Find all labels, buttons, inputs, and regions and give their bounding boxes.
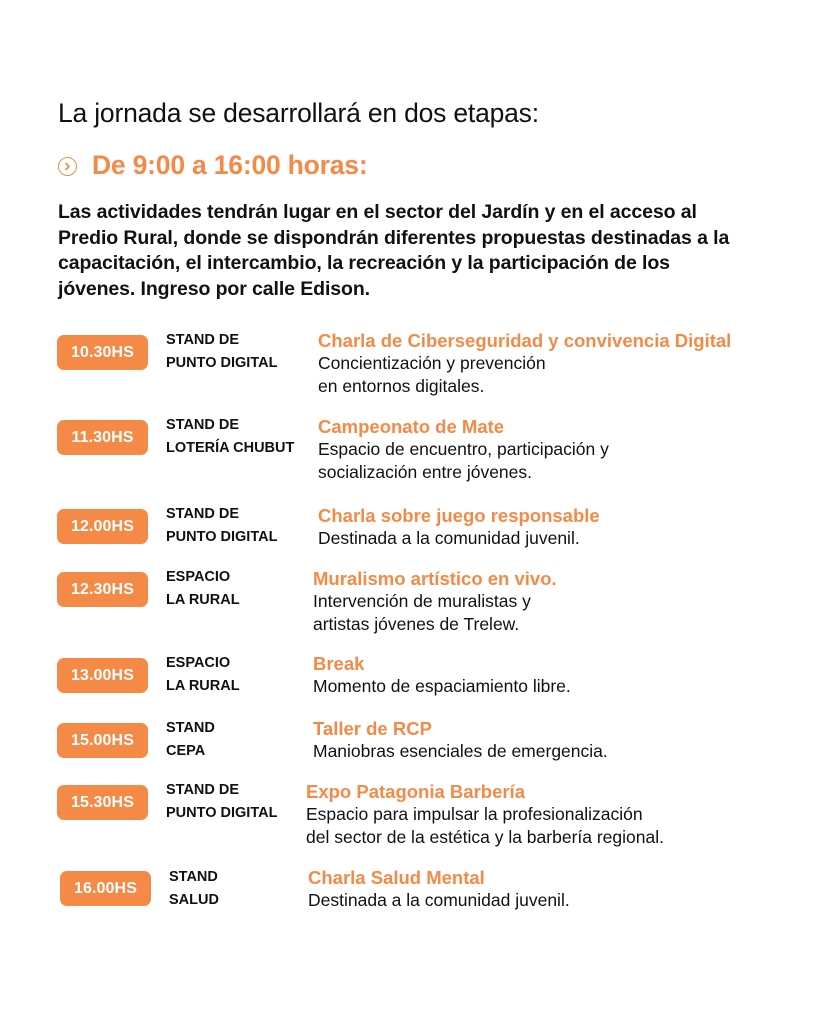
activity-title: Taller de RCP	[313, 718, 432, 739]
stand-line-1: STAND	[169, 869, 218, 885]
stand-line-1: STAND DE	[166, 506, 240, 522]
chevron-circle-icon	[58, 157, 77, 176]
stage-time-range: De 9:00 a 16:00 horas:	[92, 150, 368, 180]
activity	[306, 781, 766, 848]
stand-line-2: SALUD	[169, 892, 219, 908]
activity-description: Intervención de muralistas y artistas jóvenes de Trelew.	[313, 591, 531, 634]
activity-description: Espacio para impulsar la profesionalización del sector de la estética y la barbería regional.	[306, 804, 664, 847]
time-badge: 11.30HS	[57, 420, 148, 455]
time-badge: 16.00HS	[60, 871, 151, 906]
activity	[313, 718, 773, 763]
stand-line-1: STAND DE	[166, 332, 240, 348]
stand-line-2: PUNTO DIGITAL	[166, 805, 278, 821]
page-title: La jornada se desarrollará en dos etapas:	[58, 98, 539, 128]
activity	[318, 505, 778, 550]
activity	[318, 416, 778, 483]
stand-line-2: PUNTO DIGITAL	[166, 529, 278, 545]
stand-label	[166, 503, 277, 549]
time-badge: 12.00HS	[57, 509, 148, 544]
stand-line-2: LOTERÍA CHUBUT	[166, 440, 295, 456]
activity-title: Campeonato de Mate	[318, 416, 505, 437]
stand-line-2: LA RURAL	[166, 678, 240, 694]
activity	[313, 568, 773, 635]
stand-line-1: ESPACIO	[166, 655, 231, 671]
stand-label	[166, 652, 240, 698]
stand-line-1: STAND DE	[166, 782, 240, 798]
activity-title: Charla sobre juego responsable	[318, 505, 600, 526]
activity-title: Charla Salud Mental	[308, 867, 485, 888]
stage-heading	[58, 150, 367, 181]
stand-line-1: ESPACIO	[166, 569, 231, 585]
activity	[308, 867, 768, 912]
activity-title: Expo Patagonia Barbería	[306, 781, 525, 802]
activity-title: Break	[313, 653, 365, 674]
activity-title: Charla de Ciberseguridad y convivencia Digital	[318, 330, 732, 351]
stand-line-1: STAND DE	[166, 417, 240, 433]
stand-label	[166, 329, 277, 375]
activity-description: Destinada a la comunidad juvenil.	[308, 890, 570, 910]
stand-line-2: LA RURAL	[166, 592, 240, 608]
activity-title: Muralismo artístico en vivo.	[313, 568, 557, 589]
time-badge: 12.30HS	[57, 572, 148, 607]
time-badge: 13.00HS	[57, 658, 148, 693]
activity	[318, 330, 778, 397]
time-badge: 15.30HS	[57, 785, 148, 820]
stand-line-2: CEPA	[166, 743, 206, 759]
activity-description: Maniobras esenciales de emergencia.	[313, 741, 608, 761]
stand-label	[166, 414, 294, 460]
time-badge: 10.30HS	[57, 335, 148, 370]
activity-description: Destinada a la comunidad juvenil.	[318, 528, 580, 548]
stand-label	[166, 779, 277, 825]
stand-label	[169, 866, 219, 912]
activity	[313, 653, 773, 698]
stand-label	[166, 566, 240, 612]
stand-line-1: STAND	[166, 720, 215, 736]
activity-description: Concientización y prevención en entornos digitales.	[318, 353, 546, 396]
stand-label	[166, 717, 215, 763]
activity-description: Espacio de encuentro, participación y socialización entre jóvenes.	[318, 439, 609, 482]
activity-description: Momento de espaciamiento libre.	[313, 676, 571, 696]
stage-description: Las actividades tendrán lugar en el sector del Jardín y en el acceso al Predio Rural, donde se dispondrán diferentes propuestas destinadas a la capacitación, el intercambio, la recreación y la participación de los jóvenes. Ingreso por calle Edison.	[58, 201, 730, 300]
stand-line-2: PUNTO DIGITAL	[166, 355, 278, 371]
time-badge: 15.00HS	[57, 723, 148, 758]
